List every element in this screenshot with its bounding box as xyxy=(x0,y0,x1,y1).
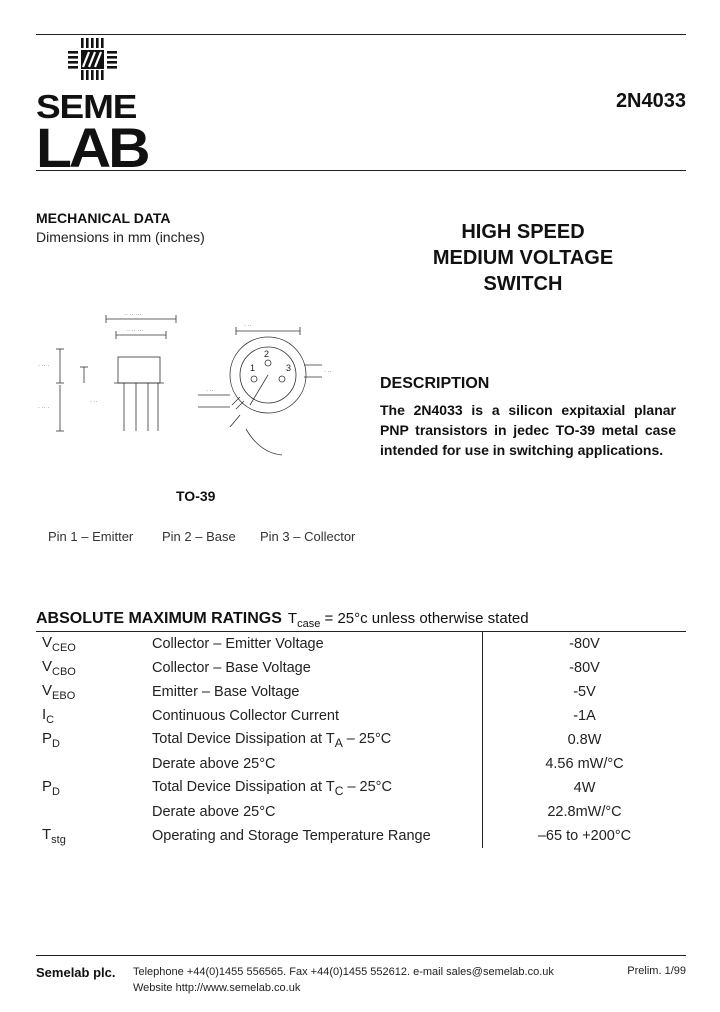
symbol-cell: $P_D$ xyxy=(42,778,60,798)
drawing-pin2-label: 2 xyxy=(264,349,270,359)
mechanical-data-title: MECHANICAL DATA xyxy=(36,210,171,226)
symbol-cell xyxy=(36,800,148,824)
part-number: 2N4033 xyxy=(615,90,686,112)
svg-text:· ·· ·: · ·· · xyxy=(38,363,50,369)
drawing-pin3-label: 3 xyxy=(286,363,292,373)
table-row xyxy=(36,656,686,680)
semelab-logo-mark-icon xyxy=(64,36,120,82)
ratings-title-text: ABSOLUTE MAXIMUM RATINGS xyxy=(36,610,282,627)
value-cell: -5V xyxy=(483,680,687,704)
logo-seme-text: SEME xyxy=(36,88,137,125)
table-row xyxy=(36,752,686,776)
table-row xyxy=(36,824,686,848)
table-row xyxy=(36,800,686,824)
parameter-cell: Total Device Dissipation at $T_A - 25^\circ C$ xyxy=(152,730,392,750)
ratings-condition: $T_{case} = 25^\circ c$ unless otherwise stated xyxy=(287,610,529,630)
mechanical-data-subtitle: Dimensions in mm (inches) xyxy=(36,229,205,245)
parameter-cell: Operating and Storage Temperature Range xyxy=(152,828,431,844)
value-cell: 4.56 mW/°C xyxy=(483,752,687,776)
parameter-cell: Collector – Emitter Voltage xyxy=(152,636,324,652)
value-cell: -1A xyxy=(483,704,687,728)
pin-1-label: Pin 1 – Emitter xyxy=(48,529,134,544)
value-cell: 4W xyxy=(483,776,687,800)
symbol-cell: $P_D$ xyxy=(42,730,60,750)
parameter-cell: Emitter – Base Voltage xyxy=(152,684,300,700)
company-name: Semelab plc. xyxy=(36,965,116,980)
product-heading xyxy=(400,219,646,297)
package-name: TO-39 xyxy=(176,488,216,504)
svg-text:·· ·· ···: ·· ·· ··· xyxy=(126,328,144,334)
heading-line-2: MEDIUM VOLTAGE xyxy=(432,247,614,269)
value-cell: -80V xyxy=(483,632,687,656)
svg-text:· ··: · ·· xyxy=(244,323,252,329)
value-cell: –65 to +200°C xyxy=(483,824,687,848)
pin-2-label: Pin 2 – Base xyxy=(162,529,236,544)
svg-text:· ··: · ·· xyxy=(324,369,332,375)
symbol-cell xyxy=(36,752,148,776)
description-text: The 2N4033 is a silicon expitaxial planar PNP transistors in jedec TO-39 metal case intended for use in switching applications. xyxy=(380,402,676,458)
footer-rule xyxy=(36,955,686,956)
description-title: DESCRIPTION xyxy=(380,375,490,392)
website-link[interactable]: Website http://www.semelab.co.uk xyxy=(133,982,301,994)
heading-line-3: SWITCH xyxy=(483,273,563,295)
table-row xyxy=(36,704,686,728)
symbol-cell: $I_C$ xyxy=(42,706,55,726)
value-cell: 0.8W xyxy=(483,728,687,752)
heading-line-1: HIGH SPEED xyxy=(461,221,585,243)
symbol-cell: $V_{CEO}$ xyxy=(42,634,76,654)
symbol-cell: $T_{stg}$ xyxy=(42,826,66,846)
parameter-cell: Total Device Dissipation at $T_C - 25^\circ C$ xyxy=(152,778,392,798)
ratings-title xyxy=(36,610,529,630)
svg-text:·· ·· ···: ·· ·· ··· xyxy=(124,312,142,318)
drawing-pin1-label: 1 xyxy=(250,363,256,373)
to39-outline-icon xyxy=(36,305,366,465)
parameter-cell: Derate above 25°C xyxy=(152,756,276,772)
symbol-cell: $V_{EBO}$ xyxy=(42,682,76,702)
value-cell: 22.8mW/°C xyxy=(483,800,687,824)
contact-info: Telephone +44(0)1455 556565. Fax +44(0)1455 552612. e-mail sales@semelab.co.uk xyxy=(133,966,554,978)
parameter-cell: Collector – Base Voltage xyxy=(152,660,311,676)
svg-text:· ··: · ·· xyxy=(206,388,214,394)
prelim-date: Prelim. 1/99 xyxy=(627,965,686,977)
logo-lab-text: LAB xyxy=(36,116,148,179)
semelab-logo xyxy=(36,36,158,179)
svg-text:· ··: · ·· xyxy=(90,399,98,405)
parameter-cell: Continuous Collector Current xyxy=(152,708,339,724)
table-row xyxy=(36,776,686,800)
table-row xyxy=(36,632,686,656)
top-rule xyxy=(36,34,686,35)
svg-text:· ·· ·: · ·· · xyxy=(38,405,50,411)
to39-mechanical-drawing xyxy=(36,305,366,465)
table-row xyxy=(36,728,686,752)
ratings-table xyxy=(36,632,686,848)
symbol-cell: $V_{CBO}$ xyxy=(42,658,76,678)
value-cell: -80V xyxy=(483,656,687,680)
parameter-cell: Derate above 25°C xyxy=(152,804,276,820)
pin-3-label: Pin 3 – Collector xyxy=(260,529,356,544)
table-row xyxy=(36,680,686,704)
